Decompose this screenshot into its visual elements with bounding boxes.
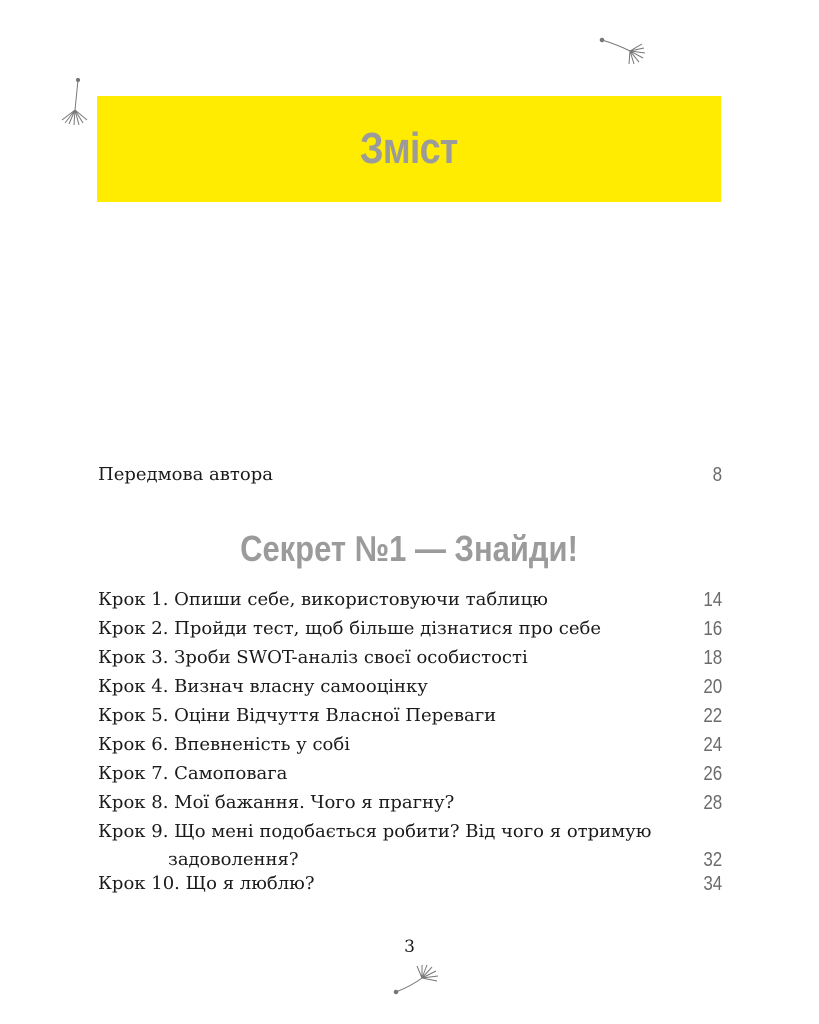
toc-entry-label: Крок 6. Впевненість у собі [98,734,350,755]
toc-entry-label: Крок 10. Що я люблю? [98,873,315,894]
section-title: Секрет №1 — Знайди! [240,528,578,569]
toc-entry-label-continued: задоволення? [168,849,299,870]
toc-entry-label: Крок 3. Зроби SWOT-аналіз своєї особистості [98,647,528,668]
toc-entry-page: 28 [703,792,722,814]
toc-entry-label: Крок 8. Мої бажання. Чого я прагну? [98,792,455,813]
toc-entry-page: 22 [703,705,722,727]
toc-entry-page: 16 [703,618,722,640]
title-banner [97,96,721,202]
toc-entry-page: 20 [703,676,722,698]
dandelion-seed-icon [598,34,648,70]
toc-entry-label: Крок 5. Оціни Відчуття Власної Переваги [98,705,497,726]
toc-entry-page: 14 [703,589,722,611]
toc-entry-page: 34 [703,873,722,895]
page-title: Зміст [360,124,458,173]
toc-entry-page: 8 [712,464,722,486]
toc-entry-label: Крок 2. Пройди тест, щоб більше дізнатися про себе [98,618,601,639]
toc-entry-label: Крок 9. Що мені подобається робити? Від чого я отримую [98,821,652,842]
toc-entry-label: Передмова автора [98,464,273,485]
dandelion-seed-icon [392,962,440,998]
toc-entry-page: 26 [703,763,722,785]
page-number: 3 [404,937,415,957]
toc-entry-page: 18 [703,647,722,669]
dandelion-seed-icon [56,76,92,126]
toc-entry-label: Крок 1. Опиши себе, використовуючи таблицю [98,589,548,610]
toc-entry-label: Крок 7. Самоповага [98,763,288,784]
toc-entry-page: 32 [703,849,722,871]
toc-entry-page: 24 [703,734,722,756]
toc-entry-label: Крок 4. Визнач власну самооцінку [98,676,428,697]
